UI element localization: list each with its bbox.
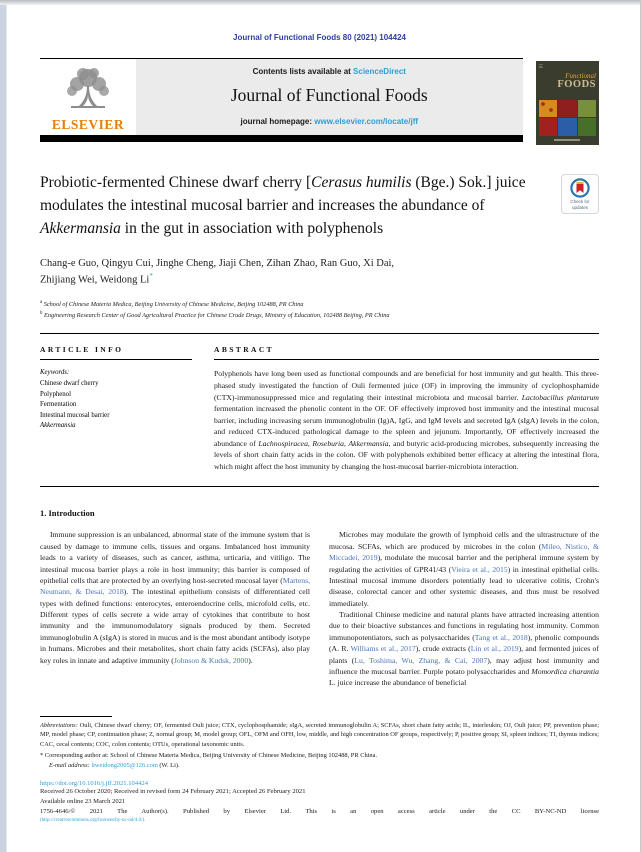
affiliations — [40, 299, 599, 321]
article-info-heading: ARTICLE INFO — [40, 345, 192, 360]
keyword-item: Akkermansia — [40, 422, 76, 430]
cover-tile — [578, 118, 597, 136]
cover-tile — [578, 100, 597, 118]
corresponding-author-mark[interactable]: * — [149, 272, 153, 281]
elsevier-tree-icon — [61, 64, 115, 116]
body-columns — [40, 529, 599, 688]
abstract-column — [214, 345, 599, 472]
keyword-item: Polyphenol — [40, 390, 71, 398]
cover-image-grid — [539, 100, 596, 137]
body-column-right — [329, 529, 599, 688]
check-updates-label: Check for updates — [570, 199, 590, 210]
cover-tile — [539, 100, 557, 118]
journal-title: Journal of Functional Foods — [230, 85, 428, 105]
cover-title-line2: FOODS — [557, 79, 596, 90]
authors-line-2: Zhijiang Wei, Weidong Li* — [40, 272, 153, 286]
authors-line-1: Chang-e Guo, Qingyu Cui, Jinghe Cheng, Jiaji Chen, Zihan Zhao, Ran Guo, Xi Dai, — [40, 257, 395, 269]
contents-prefix: Contents lists available at — [252, 67, 354, 76]
abstract-text: Polyphenols have long been used as functional compounds and are beneficial for host immunity and gut health. This three-phased study investigated the function of Ouli fermented juice (OF) in improving the immunity of cyclophosphamide (CTX)-immunosuppressed mice and regulating their intestinal microbiota and mucosal barrier. Lactobacillus plantarum fermentation increased the phenolic content in the OF. OF effectively improved host immunity and the intestinal mucosal barrier, including increasing serum immunoglobulin (Ig)A, IgG, and IgM levels and secreted IgA (sIgA) levels in the colon, and reduced CTX-induced pathological damage to the spleen and jejunum. Importantly, OF effectively increased the abundance of Lachnospiracea, Roseburia, Akkermansia, and butyric acid-producing microbes, subsequently increasing the levels of short chain fatty acids in the colon. OF with polyphenols exhibited better efficacy at altering the intestinal flora, which might affect the host immunity by changing the host-mucosal barrier-microbiota interaction. — [214, 369, 599, 471]
bottom-meta-block — [40, 780, 599, 823]
footnote-rule — [40, 716, 112, 717]
contents-line — [144, 67, 515, 76]
check-updates-icon — [570, 178, 590, 198]
affiliation-a: $^a$ School of Chinese Materia Medica, Beijing University of Chinese Medicine, Beijing 102488, PR China — [40, 299, 304, 308]
cover-menu-icon: ☰ — [538, 65, 544, 70]
author-list — [40, 256, 599, 288]
page-content — [40, 0, 599, 823]
intro-paragraph: Microbes may modulate the growth of lymphoid cells and the ultrastructure of the mucosa. SCFAs, which are produced by microbes in the colon (Mileo, Nistico, & Miccadei, 2019), modulate the mucosal barrier and the peripheral immune system by regulating the activities of GPR41/43 (Vieira et al., 2015) in intestinal epithelial cells. Intestinal mucosal immune disorders potentially lead to ulcerative colitis, Crohn's disease, colorectal cancer and other systemic diseases, and thus must be resolved immediately. — [329, 530, 600, 608]
check-for-updates-badge[interactable] — [561, 174, 599, 214]
homepage-line — [144, 117, 515, 126]
body-column-left — [40, 529, 310, 688]
journal-header — [40, 58, 599, 145]
header-gray-box — [136, 59, 523, 135]
email-line: E-mail address: liweidong2005@126.com (W. Li). — [49, 762, 180, 770]
title-block-rule — [40, 333, 599, 334]
copyright-line: 1756-4646/© 2021 The Author(s). Published by Elsevier Ltd. This is an open access article under the CC BY-NC-ND license — [40, 808, 599, 816]
keyword-item: Intestinal mucosal barrier — [40, 411, 110, 419]
cover-footer-mark — [539, 139, 596, 142]
intro-paragraph: Immune suppression is an unbalanced, abnormal state of the immune system that is caused by damage to immune cells, tissues and organs. Imbalanced host immunity leads to a variety of diseases, such as cancer, asthma, urticaria, and vitiligo. The intestinal mucosa barrier plays a role in host immunity; this barrier is composed of epithelial cells that are protected by an overlying host-secreted mucosal layer (Martens, Neumann, & Desai, 2018). The intestinal epithelium consists of differentiated cell types with defined functions: enterocytes, enteroendocrine cells, microfold cells, etc. Different types of cells secrete a wide array of cytokines that contribute to host immunity and the immunomodulatory signals produced by them. Secreted immunoglobulin A (sIgA) is stored in mucus and is the most abundant antibody isotype in humans. Microbes and their metabolites, short chain fatty acids (SCFAs), also play key roles in innate and adaptive immunity (Johnson & Kudsk, 2000). — [40, 530, 310, 665]
running-head-citation: Journal of Functional Foods 80 (2021) 104424 — [233, 33, 406, 42]
title-row — [40, 172, 599, 241]
received-dates: Received 26 October 2020; Received in revised form 24 February 2021; Accepted 26 February 2021 — [40, 787, 306, 795]
keyword-item: Chinese dwarf cherry — [40, 379, 99, 387]
header-inner — [40, 59, 523, 135]
elsevier-logo[interactable] — [40, 59, 136, 135]
doi-link[interactable]: https://doi.org/10.1016/j.jff.2021.104424 — [40, 779, 149, 787]
article-info-column — [40, 345, 192, 472]
header-bottom-bar — [40, 135, 523, 142]
journal-header-left — [40, 58, 523, 145]
available-online: Available online 23 March 2021 — [40, 798, 126, 806]
affiliation-b: $^b$ Engineering Research Center of Good Agricultural Practice for Chinese Crude Drugs, Ministry of Education, 102488 Beijing, PR China — [40, 310, 390, 319]
keywords-label: Keywords: — [40, 369, 70, 377]
cover-tile — [539, 118, 557, 136]
cover-tile — [558, 100, 576, 118]
homepage-link[interactable]: www.elsevier.com/locate/jff — [314, 117, 419, 126]
keyword-item: Fermentation — [40, 401, 77, 409]
cover-tile — [558, 118, 576, 136]
license-link[interactable]: (http://creativecommons.org/licenses/by-nc-nd/4.0/). — [40, 818, 146, 824]
cover-title-line1: Functional — [565, 72, 596, 80]
journal-cover-thumbnail[interactable] — [536, 61, 599, 145]
footnote-block — [40, 716, 599, 771]
corresponding-author-note: * Corresponding author at: School of Chinese Materia Medica, Beijing University of Chinese Medicine, Beijing 102488, PR China. — [40, 751, 378, 759]
info-abstract-block — [40, 345, 599, 487]
homepage-prefix: journal homepage: — [240, 117, 315, 126]
abbreviations-note: Abbreviations: Ouli, Chinese dwarf cherry; OF, fermented Ouli juice; CTX, cyclophosphamide; sIgA, secreted immunoglobulin A; SCFAs, short chain fatty acids; IL, interleukin; OJ, Ouli juice; PP, prevention phase; MP, model phase; CP, continuation phase; Z, normal group; M, model group; OFL, OFM and OFH, low, middle, and high concentration OF groups, respectively; P, positive group; SI, spleen indices; TI, thymus indices; CAC, cecal contents; COC, colon contents; OTUs, operational taxonomic units. — [40, 721, 599, 749]
article-title: Probiotic-fermented Chinese dwarf cherry [Cerasus humilis (Bge.) Sok.] juice modulates the intestinal mucosal barrier and increases the abundance of Akkermansia in the gut in association with polyphenols — [40, 174, 526, 237]
abstract-heading: ABSTRACT — [214, 345, 599, 360]
page-left-edge — [0, 0, 7, 852]
section-heading-introduction: 1. Introduction — [40, 508, 95, 519]
sciencedirect-link[interactable]: ScienceDirect — [353, 67, 406, 76]
email-link[interactable]: liweidong2005@126.com — [91, 762, 158, 770]
intro-paragraph: Traditional Chinese medicine and natural plants have attracted increasing attention due to their bioactive substances and functions in regulating host immunity. Common immunopotentiators, such as polysaccharides (Tang et al., 2018), phenolic compounds (A. R. Williams et al., 2017), crude extracts (Lin et al., 2019), and fermented juices of plants (Lu, Toshima, Wu, Zhang, & Cai, 2007), may adjust host immunity and influence the mucosal barrier. Purple potato polysaccharides and Momordica charantia L. juice increase the abundance of beneficial — [329, 610, 599, 688]
elsevier-wordmark: ELSEVIER — [51, 117, 125, 132]
